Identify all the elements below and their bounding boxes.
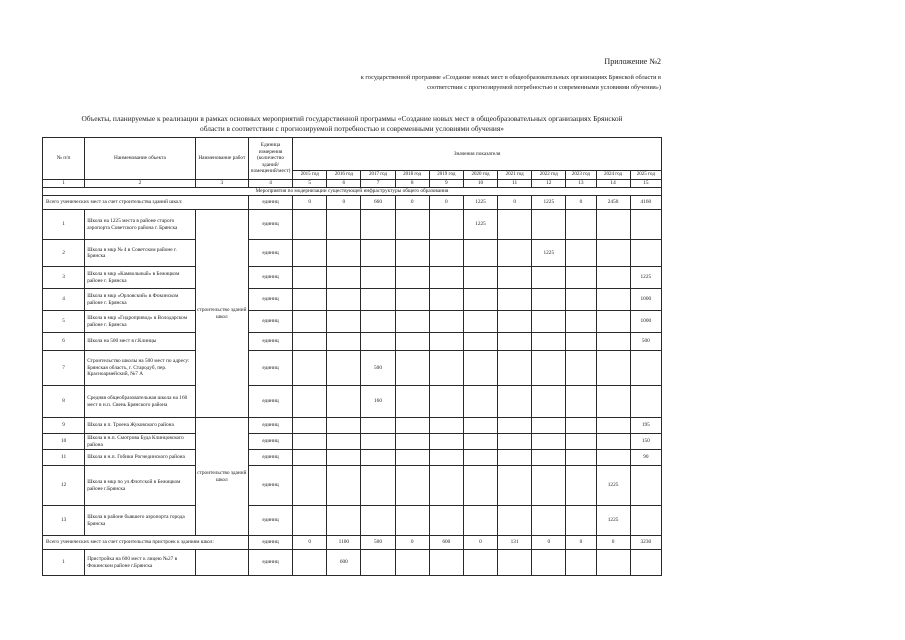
row-value [566,386,596,418]
row-value [395,333,429,351]
row-value [532,506,566,536]
table-row [43,434,662,450]
row-value [327,210,361,240]
row-unit: единиц [248,267,292,289]
row-value [566,267,596,289]
row-unit: единиц [248,550,292,576]
row-value [498,333,532,351]
row-value [361,466,395,506]
row-value [498,267,532,289]
row-value [566,289,596,311]
row-unit: единиц [248,210,292,240]
year-header: 2019 год [429,171,463,180]
row-value [532,333,566,351]
section-modernization: Мероприятия по модернизации существующей инфраструктуры общего образования [43,188,662,196]
row-value [498,289,532,311]
row-value [532,434,566,450]
total-unit: единиц [248,536,292,550]
row-value [532,267,566,289]
row-value [293,333,327,351]
row-value [596,351,630,386]
total-value: 0 [429,196,463,210]
row-value [361,267,395,289]
row-value [429,210,463,240]
row-value [463,418,497,434]
row-value [463,267,497,289]
column-number: 5 [293,180,327,188]
row-value [463,450,497,466]
row-unit: единиц [248,351,292,386]
year-header: 2024 год [596,171,630,180]
table-row [43,418,662,434]
row-value [395,289,429,311]
row-value [596,311,630,333]
row-unit: единиц [248,333,292,351]
column-number: 9 [429,180,463,188]
row-value [361,450,395,466]
row-value [532,550,566,576]
row-value [596,386,630,418]
header-values: Значения показателя [293,138,662,171]
row-value [532,418,566,434]
row-value [429,289,463,311]
header-name: Наименование объекта [85,138,196,180]
row-value [429,418,463,434]
row-value [429,506,463,536]
row-number: 1 [43,210,85,240]
row-value [293,506,327,536]
row-value [498,386,532,418]
row-value [395,210,429,240]
column-number: 14 [596,180,630,188]
row-value [532,289,566,311]
row-value [532,386,566,418]
row-value [429,466,463,506]
object-name: Школа в мкр № 4 в Советском районе г. Брянска [85,240,196,267]
total-row [43,536,662,550]
row-value [463,506,497,536]
row-value [463,434,497,450]
table-row [43,450,662,466]
row-value [498,351,532,386]
table-row [43,240,662,267]
table-row [43,386,662,418]
row-value [566,333,596,351]
row-value [566,466,596,506]
year-header: 2020 год [463,171,497,180]
row-value: 600 [327,550,361,576]
row-value [327,289,361,311]
table-row [43,210,662,240]
row-value [566,240,596,267]
row-value [429,267,463,289]
total-value: 1225 [463,196,497,210]
header-num: № п/п [43,138,85,180]
total-value: 0 [327,196,361,210]
row-number: 7 [43,351,85,386]
header-unit: Единица измерения (количество зданий/помещений/мест) [248,138,292,180]
row-unit: единиц [248,466,292,506]
appendix-reference-line2: соответствии с прогнозируемой потребностью и современными условиями обучения») [427,84,661,91]
row-value [630,351,661,386]
row-value [395,506,429,536]
row-unit: единиц [248,434,292,450]
row-value [327,418,361,434]
work-type [195,550,248,576]
row-value [361,333,395,351]
row-value [293,311,327,333]
row-value [293,550,327,576]
row-unit: единиц [248,386,292,418]
table-row [43,506,662,536]
row-value [327,450,361,466]
work-type: строительство зданий школ [195,210,248,418]
total-unit: единиц [248,196,292,210]
header-row [43,138,662,171]
row-value [327,351,361,386]
appendix-reference-line1: к государственной программе «Создание новых мест в общеобразовательных организациях Брянской области в [360,74,661,81]
object-name: Школа в мкр «Гидропривод» в Володарском районе г. Брянска [85,311,196,333]
row-number: 9 [43,418,85,434]
row-value: 1225 [463,210,497,240]
row-value [361,550,395,576]
row-value [463,289,497,311]
row-unit: единиц [248,289,292,311]
year-header: 2021 год [498,171,532,180]
row-value [498,506,532,536]
total-label: Всего ученических мест за счет строительства пристроек к зданиям школ: [43,536,249,550]
year-header: 2015 год [293,171,327,180]
row-value [361,418,395,434]
total-value: 0 [498,196,532,210]
row-value [429,240,463,267]
column-number: 2 [85,180,196,188]
row-value [327,466,361,506]
total-value: 500 [361,536,395,550]
row-value [327,506,361,536]
row-unit: единиц [248,240,292,267]
row-value [596,267,630,289]
row-value [429,351,463,386]
appendix-title: Приложение №2 [604,57,661,66]
row-value [429,450,463,466]
column-number: 7 [361,180,395,188]
row-value [498,210,532,240]
row-value [361,240,395,267]
row-value [498,418,532,434]
row-value [498,240,532,267]
row-value [463,550,497,576]
object-name: Строительство школы на 500 мест по адресу: Брянская область, г. Стародуб, пер. Красноармейский, №7 А [85,351,196,386]
row-value: 1000 [630,311,661,333]
row-value [630,506,661,536]
row-value: 1000 [630,289,661,311]
row-value [532,210,566,240]
column-number: 15 [630,180,661,188]
row-value [395,240,429,267]
row-number: 2 [43,240,85,267]
total-row [43,196,662,210]
object-name: Школа в н.п. Гобики Рогнединского района [85,450,196,466]
object-name: Школа в н.п. Смотрова Буда Клинцовского района [85,434,196,450]
row-value [293,466,327,506]
row-value [630,386,661,418]
object-name: Школа в мкр «Камвольный» в Бежицком районе г. Брянска [85,267,196,289]
object-name: Средняя общеобразовательная школа на 160 мест в н.п. Свень Брянского района [85,386,196,418]
row-value [293,240,327,267]
row-value [293,351,327,386]
object-name: Школа в п. Троена Жуковского района [85,418,196,434]
year-header: 2017 год [361,171,395,180]
table-body [43,138,662,576]
row-value [630,550,661,576]
row-value [293,418,327,434]
row-value [566,450,596,466]
total-value: 0 [293,196,327,210]
row-value [395,450,429,466]
row-number: 6 [43,333,85,351]
row-number: 1 [43,550,85,576]
row-value [361,210,395,240]
appendix-reference [281,73,661,93]
row-value [429,311,463,333]
year-header: 2018 год [395,171,429,180]
row-value: 500 [361,351,395,386]
row-value [395,550,429,576]
row-value [630,466,661,506]
row-value [566,311,596,333]
row-value [463,386,497,418]
row-value [395,267,429,289]
total-value: 0 [566,196,596,210]
row-value [327,240,361,267]
total-value: 1100 [327,536,361,550]
row-value [498,311,532,333]
row-value [630,240,661,267]
row-value [566,550,596,576]
row-value: 500 [630,333,661,351]
object-name: Школа в районе бывшего аэропорта города Брянска [85,506,196,536]
row-value [293,434,327,450]
column-numbers-row [43,180,662,188]
row-value [361,289,395,311]
row-value [395,418,429,434]
row-value [361,434,395,450]
object-name: Пристройка на 600 мест к лицею №27 в Фокинском районе г.Брянска [85,550,196,576]
total-value: 0 [293,536,327,550]
year-header: 2022 год [532,171,566,180]
row-value [293,289,327,311]
row-number: 3 [43,267,85,289]
object-name: Школа в мкр «Орловский» в Фокинском районе г. Брянска [85,289,196,311]
row-value [566,418,596,434]
row-value [532,311,566,333]
table-row [43,466,662,506]
row-value [429,550,463,576]
total-value: 0 [596,536,630,550]
row-value [498,434,532,450]
table-row [43,267,662,289]
row-value [596,434,630,450]
row-number: 11 [43,450,85,466]
document-heading-line1: Объекты, планируемые к реализации в рамках основных мероприятий государственной программы «Создание новых мест в общеобразовательных организациях Брянской [81,114,623,123]
total-label: Всего ученических мест за счет строительства зданий школ: [43,196,249,210]
row-value [532,450,566,466]
row-value [463,240,497,267]
row-value: 1225 [596,466,630,506]
total-value: 0 [532,536,566,550]
total-value: 0 [395,196,429,210]
row-value [395,466,429,506]
row-value [395,311,429,333]
total-value: 0 [566,536,596,550]
year-header: 2023 год [566,171,596,180]
table-row [43,311,662,333]
row-value [327,386,361,418]
column-number: 6 [327,180,361,188]
row-value [327,333,361,351]
row-value [463,311,497,333]
row-value [596,333,630,351]
row-value: 150 [630,434,661,450]
column-number: 3 [195,180,248,188]
table-row [43,550,662,576]
row-value [327,434,361,450]
row-value [395,386,429,418]
row-unit: единиц [248,418,292,434]
table-row [43,289,662,311]
row-value [566,434,596,450]
row-value [596,289,630,311]
total-value: 2450 [596,196,630,210]
row-value [327,311,361,333]
row-value [429,434,463,450]
object-name: Школа на 500 мест в г.Клинцы [85,333,196,351]
row-unit: единиц [248,450,292,466]
row-value [596,450,630,466]
row-value [327,267,361,289]
document-heading-line2: области в соответствии с прогнозируемой потребностью и современными условиями обучения» [200,124,504,133]
row-value [532,466,566,506]
row-value [532,351,566,386]
row-value: 1225 [630,267,661,289]
table-row [43,351,662,386]
object-name: Школа на 1225 места в районе старого аэропорта Советского района г. Брянска [85,210,196,240]
row-value: 195 [630,418,661,434]
column-number: 1 [43,180,85,188]
row-value [361,506,395,536]
table-row [43,333,662,351]
header-work: Наименование работ [195,138,248,180]
year-header: 2016 год [327,171,361,180]
row-number: 5 [43,311,85,333]
row-value [293,450,327,466]
row-value [293,267,327,289]
row-value [596,210,630,240]
total-value: 131 [498,536,532,550]
row-value [395,351,429,386]
row-value [498,550,532,576]
total-value: 3230 [630,536,661,550]
total-value: 4160 [630,196,661,210]
objects-table [42,137,662,576]
row-value [566,210,596,240]
row-number: 13 [43,506,85,536]
column-number: 4 [248,180,292,188]
row-value [566,351,596,386]
total-value: 0 [463,536,497,550]
document-heading [42,114,662,134]
row-value [429,333,463,351]
total-value: 660 [361,196,395,210]
row-number: 8 [43,386,85,418]
row-value [293,210,327,240]
total-value: 0 [395,536,429,550]
row-value [463,333,497,351]
row-value [395,434,429,450]
row-value [498,450,532,466]
row-number: 12 [43,466,85,506]
row-value [463,351,497,386]
total-value: 1225 [532,196,566,210]
row-unit: единиц [248,311,292,333]
column-number: 8 [395,180,429,188]
row-unit: единиц [248,506,292,536]
row-value [293,386,327,418]
row-value: 1225 [596,506,630,536]
work-type: строительство зданий школ [195,418,248,536]
row-value: 160 [361,386,395,418]
row-value [596,240,630,267]
row-number: 10 [43,434,85,450]
row-value [630,210,661,240]
row-value [361,311,395,333]
row-value [596,418,630,434]
row-value [566,506,596,536]
row-value [429,386,463,418]
object-name: Школа в мкр по ул.Флотской в Бежицком районе г.Брянска [85,466,196,506]
column-number: 11 [498,180,532,188]
row-number: 4 [43,289,85,311]
row-value: 1225 [532,240,566,267]
column-number: 12 [532,180,566,188]
row-value [498,466,532,506]
row-value: 90 [630,450,661,466]
column-number: 13 [566,180,596,188]
row-value [596,550,630,576]
column-number: 10 [463,180,497,188]
year-header: 2025 год [630,171,661,180]
section-row [43,188,662,196]
total-value: 600 [429,536,463,550]
row-value [463,466,497,506]
